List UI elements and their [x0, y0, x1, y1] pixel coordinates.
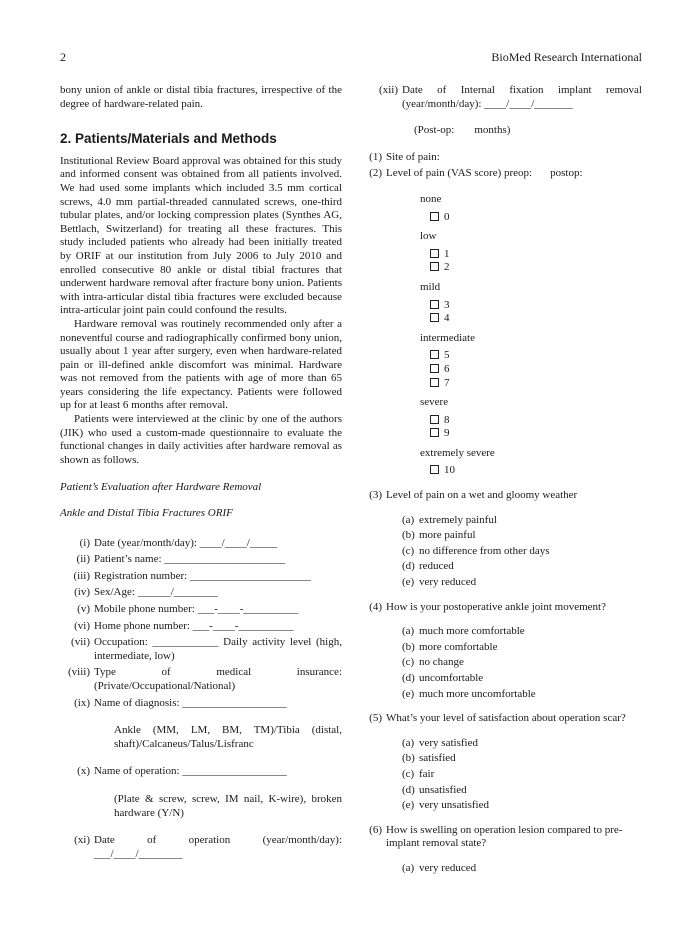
- score-checkbox-0[interactable]: 0: [430, 211, 642, 225]
- score-checkbox-9[interactable]: 9: [430, 427, 642, 441]
- score-checkbox-8[interactable]: 8: [430, 414, 642, 428]
- option-item[interactable]: (a) very reduced: [402, 861, 477, 874]
- checkbox-icon: [430, 428, 439, 437]
- question-5-options: [368, 737, 642, 813]
- score-checkbox-5[interactable]: 5: [430, 349, 642, 363]
- option-item[interactable]: (d) unsatisfied: [402, 783, 467, 796]
- checkbox-icon: [430, 313, 439, 322]
- score-checkbox-3[interactable]: 3: [430, 299, 642, 313]
- level-intermediate: intermediate: [420, 331, 475, 344]
- checkbox-icon: [430, 465, 439, 474]
- form-item-operation: (x) Name of operation: ___________________: [77, 765, 287, 778]
- score-checkbox-10[interactable]: 10: [430, 464, 642, 478]
- question-3-options: [368, 514, 642, 590]
- paragraph-3: Patients were interviewed at the clinic by one of the authors (JIK) who used a custom-made questionnaire to evaluate the functional changes in daily activities after hardware removal as shown as follows.: [60, 413, 342, 466]
- score-checkbox-2[interactable]: 2: [430, 261, 642, 275]
- checkbox-icon: [430, 212, 439, 221]
- form-item-sex-age: (iv) Sex/Age: ______/________: [74, 586, 218, 599]
- form-item-removal-date: (xii) Date of Internal fixation implant removal (year/month/day): ____/____/_______: [379, 84, 642, 110]
- form-item-diagnosis: (ix) Name of diagnosis: ___________________: [74, 696, 287, 709]
- left-column: [60, 84, 342, 861]
- option-item[interactable]: (e) very reduced: [402, 576, 477, 589]
- score-checkbox-1[interactable]: 1: [430, 248, 642, 262]
- form-item-operation-date: (xi) Date of operation (year/month/day): ___/____/________: [74, 834, 342, 860]
- section-title: 2. Patients/Materials and Methods: [60, 131, 277, 147]
- question-6-options: [368, 862, 642, 876]
- operation-options: (Plate & screw, screw, IM nail, K-wire), broken hardware (Y/N): [114, 792, 342, 819]
- option-item[interactable]: (c) fair: [402, 767, 435, 780]
- form-item-mobile: (v) Mobile phone number: ___-____-__________: [77, 603, 299, 615]
- question-4-options: [368, 625, 642, 701]
- paragraph-2: Hardware removal was routinely recommended only after a noneventful course and radiographically confirmed bony union, usually about 1 year after surgery, even when hardware-related pain or ill-defined ankle discomfort was minimal. Hardware was not removed from the patients with age of more than 65 years considering the life expectancy. Patients were followed up for at least 6 months after removal.: [60, 317, 342, 412]
- checkbox-icon: [430, 350, 439, 359]
- level-extremely-severe: extremely severe: [420, 446, 495, 459]
- form-item-registration: (iii) Registration number: ______________________: [73, 569, 311, 582]
- paragraph-1: Institutional Review Board approval was obtained for this study and informed consent was obtained from all patients involved. We had used some implants which included 3.5 mm cortical screws, 4.0 mm partial-threaded cannulated screws, one-third tubular plates, and/or locking compression plates (Synthes AG, Bettlach, Switzerland) for treating all these fractures. This study included patients who already had been initially treated by ORIF at our institution from July 2006 to July 2010 and enrolled consecutive 80 ankle or distal tibial fractures that underwent hardware removal after fracture bony union. Patients with intra-articular distal tibia fractures were excluded because intra-articular joint pain could confound the results.: [60, 154, 342, 317]
- option-item[interactable]: (c) no change: [402, 656, 464, 669]
- diagnosis-options: Ankle (MM, LM, BM, TM)/Tibia (distal, shaft)/Calcaneus/Talus/Lisfranc: [114, 724, 342, 750]
- level-severe: severe: [420, 396, 449, 409]
- option-item[interactable]: (e) very unsatisfied: [402, 799, 489, 812]
- form-item-home-phone: (vi) Home phone number: ___-____-__________: [74, 619, 294, 632]
- form-item-date: (i) Date (year/month/day): ____/____/_____: [79, 536, 278, 549]
- form-item-occupation: (vii) Occupation: ____________ Daily activity level (high, intermediate, low): [71, 636, 342, 662]
- intro-tail: bony union of ankle or distal tibia fractures, irrespective of the degree of hardware-related pain.: [60, 84, 342, 110]
- option-item[interactable]: (c) no difference from other days: [402, 544, 550, 557]
- question-5: (5) What’s your level of satisfaction about operation scar?: [369, 712, 626, 725]
- level-mild: mild: [420, 280, 441, 293]
- postop-months: (Post-op: months): [414, 124, 511, 137]
- question-3: (3) Level of pain on a wet and gloomy weather: [369, 489, 578, 502]
- checkbox-icon: [430, 249, 439, 258]
- checkbox-icon: [430, 300, 439, 309]
- option-item[interactable]: (a) much more comfortable: [402, 625, 525, 638]
- subheading-evaluation: Patient’s Evaluation after Hardware Removal: [60, 481, 262, 494]
- checkbox-icon: [430, 262, 439, 271]
- subheading-ankle: Ankle and Distal Tibia Fractures ORIF: [60, 507, 233, 520]
- score-checkbox-6[interactable]: 6: [430, 363, 642, 377]
- question-2: (2) Level of pain (VAS score) preop: postop:: [369, 167, 583, 180]
- option-item[interactable]: (a) extremely painful: [402, 513, 497, 526]
- journal-name: BioMed Research International: [491, 50, 642, 64]
- option-item[interactable]: (b) more painful: [402, 529, 476, 542]
- option-item[interactable]: (d) reduced: [402, 560, 454, 573]
- score-checkbox-7[interactable]: 7: [430, 377, 642, 391]
- question-1: (1) Site of pain:: [369, 150, 440, 163]
- page-number: 2: [60, 50, 66, 64]
- option-item[interactable]: (a) very satisfied: [402, 736, 478, 749]
- level-none: none: [420, 192, 442, 205]
- option-item[interactable]: (b) satisfied: [402, 752, 456, 765]
- form-item-name: (ii) Patient’s name: ______________________: [76, 553, 286, 566]
- checkbox-icon: [430, 378, 439, 387]
- right-column: [368, 84, 642, 876]
- option-item[interactable]: (e) much more uncomfortable: [402, 687, 536, 700]
- checkbox-icon: [430, 364, 439, 373]
- checkbox-icon: [430, 415, 439, 424]
- question-4: (4) How is your postoperative ankle joint movement?: [369, 600, 606, 613]
- question-6: (6) How is swelling on operation lesion compared to pre-implant removal state?: [369, 823, 623, 850]
- level-low: low: [420, 230, 437, 243]
- option-item[interactable]: (b) more comfortable: [402, 640, 498, 653]
- form-item-insurance: (viii) Type of medical insurance: (Private/Occupational/National): [68, 666, 342, 692]
- score-checkbox-4[interactable]: 4: [430, 312, 642, 326]
- option-item[interactable]: (d) uncomfortable: [402, 672, 484, 684]
